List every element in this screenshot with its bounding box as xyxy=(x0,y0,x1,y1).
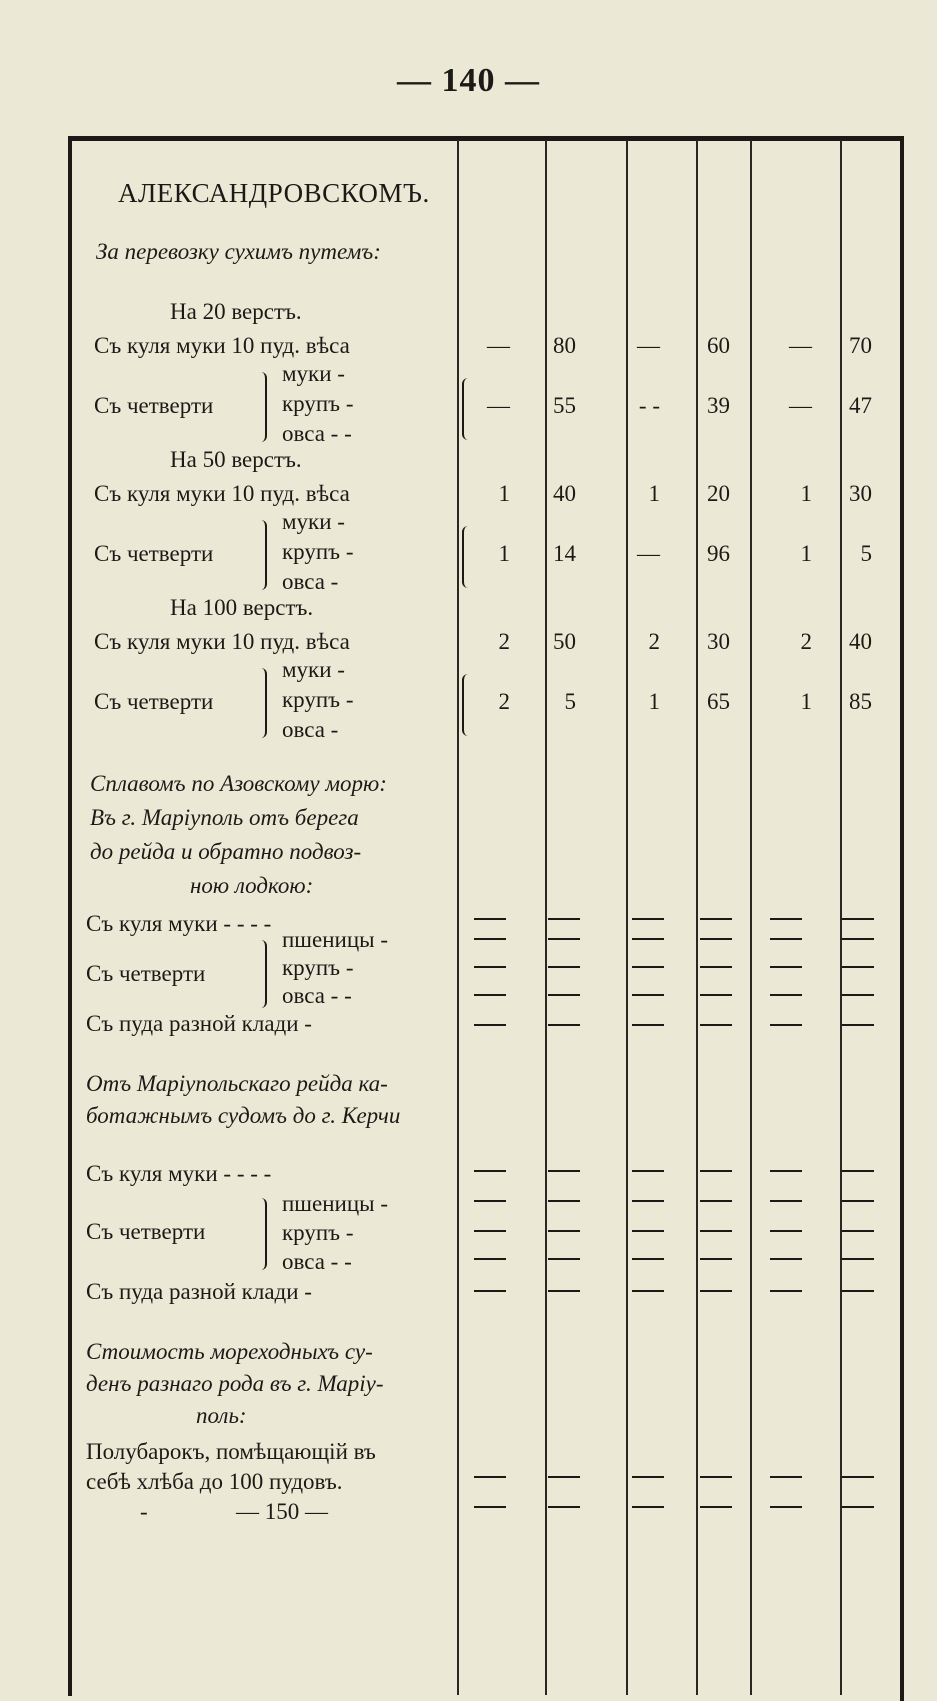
top-rule xyxy=(68,136,904,141)
empty-cell-dash xyxy=(548,1476,580,1478)
empty-cell-dash xyxy=(474,1258,506,1260)
empty-cell-dash xyxy=(700,1024,732,1026)
empty-cell-dash xyxy=(632,1200,664,1202)
column-rule xyxy=(626,140,628,1695)
kerch-title-line: ботажнымъ судомъ до г. Керчи xyxy=(86,1103,401,1128)
kul-value: 2 xyxy=(800,629,812,654)
empty-cell-dash xyxy=(700,1200,732,1202)
kul-label: Съ куля муки 10 пуд. вѣса xyxy=(94,333,350,358)
empty-cell-dash xyxy=(548,1258,580,1260)
chetv-value: 65 xyxy=(707,689,730,714)
kul-value: 30 xyxy=(707,629,730,654)
azov-title-line: Сплавомъ по Азовскому морю: xyxy=(90,771,387,796)
empty-cell-dash xyxy=(548,1506,580,1508)
left-border xyxy=(68,136,72,1696)
empty-cell-dash xyxy=(842,1170,874,1172)
chetv-value: 5 xyxy=(564,689,576,714)
empty-cell-dash xyxy=(548,994,580,996)
empty-cell-dash xyxy=(770,994,802,996)
kul-value: 2 xyxy=(498,629,510,654)
empty-cell-dash xyxy=(842,918,874,920)
azov-kul-label: Съ куля муки - - - - xyxy=(86,911,272,936)
kul-value: 40 xyxy=(849,629,872,654)
empty-cell-dash xyxy=(770,1170,802,1172)
empty-cell-dash xyxy=(474,938,506,940)
chetv-value: 1 xyxy=(800,689,812,714)
empty-cell-dash xyxy=(548,966,580,968)
brace xyxy=(258,940,267,1008)
kul-value: — xyxy=(487,333,510,358)
empty-cell-dash xyxy=(474,1506,506,1508)
empty-cell-dash xyxy=(632,1258,664,1260)
ships-title-line: денъ разнаго рода въ г. Маріу- xyxy=(86,1371,384,1396)
brace xyxy=(258,668,267,738)
empty-cell-dash xyxy=(632,966,664,968)
azov-chetv-item: пшеницы - xyxy=(282,927,389,952)
ships-item2-prefix: - xyxy=(140,1499,148,1524)
chetv-value: — xyxy=(789,393,812,418)
chetv-item: крупъ - xyxy=(282,539,354,564)
chetv-item: муки - xyxy=(282,361,345,386)
distance-label: На 100 верстъ. xyxy=(170,595,314,620)
empty-cell-dash xyxy=(700,1476,732,1478)
azov-chetv-label: Съ четверти xyxy=(86,961,206,986)
ships-title-line: поль: xyxy=(196,1403,247,1428)
empty-cell-dash xyxy=(842,1506,874,1508)
empty-cell-dash xyxy=(474,966,506,968)
kerch-kul-label: Съ куля муки - - - - xyxy=(86,1161,272,1186)
empty-cell-dash xyxy=(548,1170,580,1172)
empty-cell-dash xyxy=(842,938,874,940)
chetv-value: 1 xyxy=(800,541,812,566)
chetv-item: овса - xyxy=(282,569,339,594)
chetv-item: крупъ - xyxy=(282,687,354,712)
empty-cell-dash xyxy=(770,1230,802,1232)
empty-cell-dash xyxy=(842,1476,874,1478)
empty-cell-dash xyxy=(632,1230,664,1232)
section-title-dry: За перевозку сухимъ путемъ: xyxy=(96,239,381,264)
distance-label: На 20 верстъ. xyxy=(170,299,302,324)
chetv-value: 1 xyxy=(498,541,510,566)
kerch-pud-label: Съ пуда разной клади - xyxy=(86,1279,312,1304)
chetv-value: 55 xyxy=(553,393,576,418)
chetv-label: Съ четверти xyxy=(94,541,214,566)
chetv-value: 1 xyxy=(648,689,660,714)
chetv-item: овса - xyxy=(282,717,339,742)
empty-cell-dash xyxy=(548,918,580,920)
page-number: — 140 — xyxy=(397,62,540,99)
azov-chetv-item: овса - - xyxy=(282,983,352,1008)
empty-cell-dash xyxy=(632,1506,664,1508)
kerch-chetv-item: овса - - xyxy=(282,1249,352,1274)
kul-value: — xyxy=(637,333,660,358)
empty-cell-dash xyxy=(700,1290,732,1292)
empty-cell-dash xyxy=(842,1024,874,1026)
chetv-item: муки - xyxy=(282,657,345,682)
empty-cell-dash xyxy=(548,1290,580,1292)
empty-cell-dash xyxy=(548,1200,580,1202)
kerch-title-line: Отъ Маріупольскаго рейда ка- xyxy=(86,1071,388,1096)
azov-title-line: Въ г. Маріуполь отъ берега xyxy=(90,805,359,830)
empty-cell-dash xyxy=(548,1024,580,1026)
brace xyxy=(258,1198,267,1270)
empty-cell-dash xyxy=(770,1200,802,1202)
ships-item-line: себѣ хлѣба до 100 пудовъ. xyxy=(86,1469,343,1494)
empty-cell-dash xyxy=(770,966,802,968)
empty-cell-dash xyxy=(700,1230,732,1232)
section-heading: АЛЕКСАНДРОВСКОМЪ. xyxy=(118,178,430,208)
kul-label: Съ куля муки 10 пуд. вѣса xyxy=(94,481,350,506)
chetv-value: 47 xyxy=(849,393,872,418)
chetv-label: Съ четверти xyxy=(94,393,214,418)
empty-cell-dash xyxy=(700,918,732,920)
kul-value: 20 xyxy=(707,481,730,506)
empty-cell-dash xyxy=(632,1476,664,1478)
empty-cell-dash xyxy=(700,1506,732,1508)
column-rule xyxy=(750,140,752,1695)
empty-cell-dash xyxy=(548,1230,580,1232)
empty-cell-dash xyxy=(842,1290,874,1292)
empty-cell-dash xyxy=(700,966,732,968)
column-rule xyxy=(696,140,698,1695)
empty-cell-dash xyxy=(770,1290,802,1292)
empty-cell-dash xyxy=(842,1200,874,1202)
chetv-label: Съ четверти xyxy=(94,689,214,714)
chetv-value: 39 xyxy=(707,393,730,418)
kerch-chetv-label: Съ четверти xyxy=(86,1219,206,1244)
empty-cell-dash xyxy=(770,1506,802,1508)
kerch-chetv-item: пшеницы - xyxy=(282,1191,389,1216)
brace xyxy=(258,372,267,442)
chetv-value: 85 xyxy=(849,689,872,714)
kul-value: 30 xyxy=(849,481,872,506)
ships-title-line: Стоимость мореходныхъ су- xyxy=(86,1339,373,1364)
empty-cell-dash xyxy=(632,1170,664,1172)
empty-cell-dash xyxy=(632,1024,664,1026)
column-rule xyxy=(457,140,459,1695)
kerch-chetv-item: крупъ - xyxy=(282,1220,354,1245)
kul-value: — xyxy=(789,333,812,358)
ships-item-line: Полубарокъ, помѣщающій въ xyxy=(86,1439,376,1464)
column-rule xyxy=(545,140,547,1695)
kul-value: 2 xyxy=(648,629,660,654)
empty-cell-dash xyxy=(632,994,664,996)
kul-value: 70 xyxy=(849,333,872,358)
kul-value: 1 xyxy=(800,481,812,506)
empty-cell-dash xyxy=(474,918,506,920)
kul-value: 1 xyxy=(648,481,660,506)
chetv-item: муки - xyxy=(282,509,345,534)
empty-cell-dash xyxy=(632,938,664,940)
empty-cell-dash xyxy=(632,918,664,920)
empty-cell-dash xyxy=(770,1024,802,1026)
azov-title-line: ною лодкою: xyxy=(190,873,314,898)
kul-value: 40 xyxy=(553,481,576,506)
chetv-value: 2 xyxy=(498,689,510,714)
empty-cell-dash xyxy=(548,938,580,940)
brace xyxy=(258,520,267,590)
empty-cell-dash xyxy=(770,938,802,940)
chetv-value: — xyxy=(637,541,660,566)
empty-cell-dash xyxy=(842,1258,874,1260)
empty-cell-dash xyxy=(842,966,874,968)
azov-chetv-item: крупъ - xyxy=(282,955,354,980)
chetv-value: 14 xyxy=(553,541,576,566)
empty-cell-dash xyxy=(700,938,732,940)
azov-pud-label: Съ пуда разной клади - xyxy=(86,1011,312,1036)
empty-cell-dash xyxy=(842,1230,874,1232)
empty-cell-dash xyxy=(632,1290,664,1292)
distance-label: На 50 верстъ. xyxy=(170,447,302,472)
kul-value: 50 xyxy=(553,629,576,654)
empty-cell-dash xyxy=(770,918,802,920)
empty-cell-dash xyxy=(700,994,732,996)
ships-item2: — 150 — xyxy=(236,1499,328,1524)
empty-cell-dash xyxy=(770,1476,802,1478)
kul-value: 1 xyxy=(498,481,510,506)
kul-value: 60 xyxy=(707,333,730,358)
empty-cell-dash xyxy=(770,1258,802,1260)
kul-label: Съ куля муки 10 пуд. вѣса xyxy=(94,629,350,654)
empty-cell-dash xyxy=(474,1200,506,1202)
kul-value: 80 xyxy=(553,333,576,358)
azov-title-line: до рейда и обратно подвоз- xyxy=(90,839,362,864)
empty-cell-dash xyxy=(474,1024,506,1026)
chetv-value: — xyxy=(487,393,510,418)
empty-cell-dash xyxy=(474,994,506,996)
right-border xyxy=(900,136,904,1701)
empty-cell-dash xyxy=(700,1170,732,1172)
chetv-value: 96 xyxy=(707,541,730,566)
empty-cell-dash xyxy=(474,1290,506,1292)
empty-cell-dash xyxy=(474,1230,506,1232)
chetv-item: овса - - xyxy=(282,421,352,446)
empty-cell-dash xyxy=(842,994,874,996)
empty-cell-dash xyxy=(700,1258,732,1260)
empty-cell-dash xyxy=(474,1476,506,1478)
empty-cell-dash xyxy=(474,1170,506,1172)
chetv-value: - - xyxy=(638,393,660,418)
chetv-value: 5 xyxy=(860,541,872,566)
chetv-item: крупъ - xyxy=(282,391,354,416)
